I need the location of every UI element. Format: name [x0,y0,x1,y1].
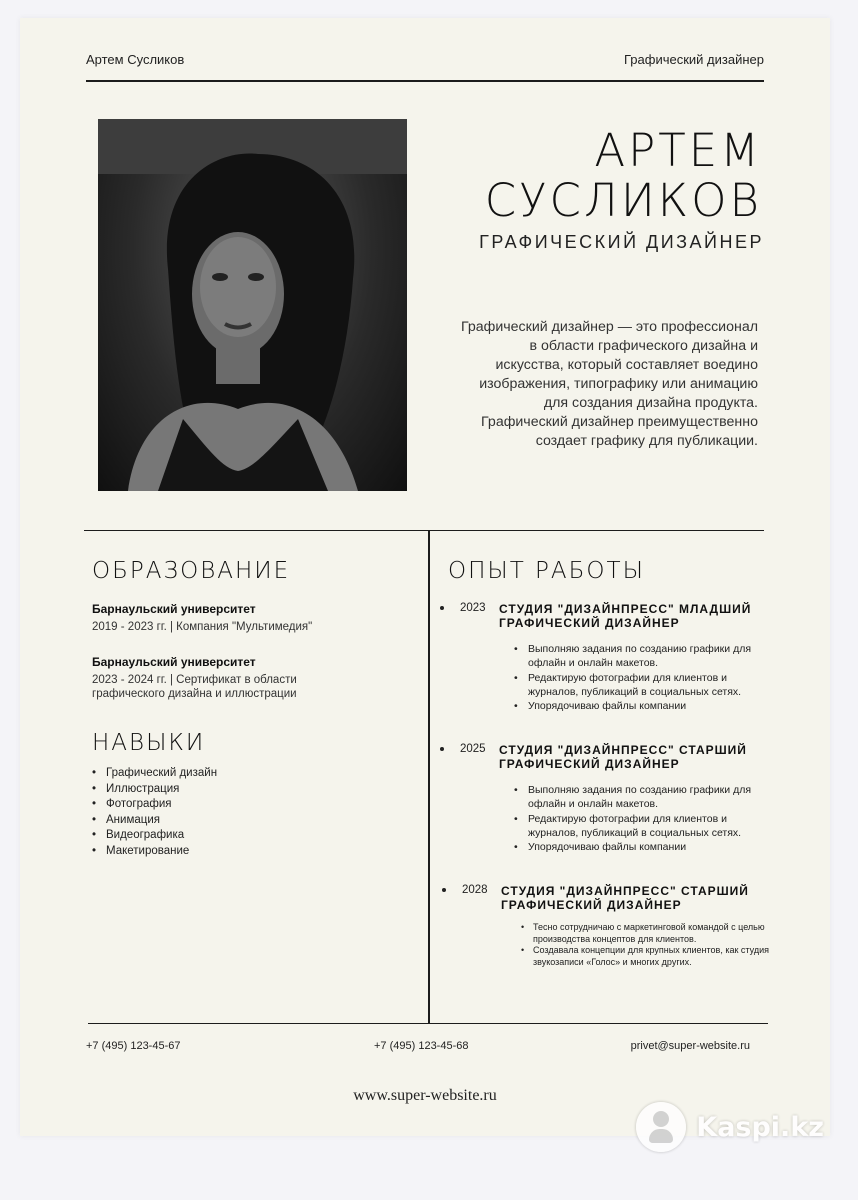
skills-title: НАВЫКИ [92,730,206,756]
education-details: 2023 - 2024 гг. | Сертификат в области графического дизайна и иллюстрации [92,674,297,700]
skills-list [92,766,217,860]
job-bullet: • Выполняю задания по созданию графики для офлайн и онлайн макетов. [514,642,770,671]
timeline-dot [440,606,444,610]
education-item [92,655,422,701]
profile-photo [98,119,407,491]
watermark-text: Kaspi.kz [696,1111,824,1143]
footer-phone-1: +7 (495) 123-45-67 [86,1040,181,1052]
job-bullet: • Редактирую фотографии для клиентов и журналов, публикаций в социальных сетях. [514,812,770,841]
education-institution: Барнаульский университет [92,602,256,616]
experience-title: ОПЫТ РАБОТЫ [448,558,645,584]
header-divider [86,80,764,82]
skill-item: • Видеографика [92,828,217,844]
hero-name-last: СУСЛИКОВ [484,174,762,227]
job-bullet: • Упорядочиваю файлы компании [514,840,770,854]
skill-item: • Иллюстрация [92,782,217,798]
kaspi-logo-icon [636,1102,686,1152]
header-role: Графический дизайнер [624,52,764,67]
skill-item: • Анимация [92,813,217,829]
timeline-dot [440,747,444,751]
job-bullets [514,642,770,713]
education-institution: Барнаульский университет [92,655,256,669]
job-year: 2025 [460,743,486,755]
education-item [92,602,422,634]
skill-item: • Графический дизайн [92,766,217,782]
job-title: СТУДИЯ "ДИЗАЙНПРЕСС" СТАРШИЙ ГРАФИЧЕСКИЙ ДИЗАЙНЕР [501,884,749,912]
job-title: СТУДИЯ "ДИЗАЙНПРЕСС" СТАРШИЙ ГРАФИЧЕСКИЙ ДИЗАЙНЕР [499,743,747,771]
job-entry [442,884,772,968]
education-details: 2019 - 2023 гг. | Компания "Мультимедия" [92,621,313,633]
footer-email: privet@super-website.ru [630,1040,750,1052]
job-bullets [514,783,770,854]
job-bullet: • Выполняю задания по созданию графики для офлайн и онлайн макетов. [514,783,770,812]
footer-website: www.super-website.ru [353,1087,497,1104]
timeline-dot [442,888,446,892]
job-bullets [521,922,772,968]
about-text: Графический дизайнер — это профессионал в области графического дизайна и искусства, который составляет воедино изображения, типографику или анимацию для создания дизайна продукта. Графический дизайнер преимущественно создает графику для публикации. [461,319,758,449]
job-year: 2028 [462,884,488,896]
hero-name [485,126,762,226]
job-entry [440,743,770,854]
job-year: 2023 [460,602,486,614]
education-title: ОБРАЗОВАНИЕ [92,558,291,584]
job-bullet: • Тесно сотрудничаю с маркетинговой командой с целью производства концептов для клиентов. [521,922,772,945]
job-bullet: • Упорядочиваю файлы компании [514,699,770,713]
hero-name-first: АРТЕМ [594,124,762,177]
job-bullet: • Редактирую фотографии для клиентов и журналов, публикаций в социальных сетях. [514,671,770,700]
skill-item: • Макетирование [92,844,217,860]
footer-phone-2: +7 (495) 123-45-68 [374,1040,469,1052]
hero-role: ГРАФИЧЕСКИЙ ДИЗАЙНЕР [479,232,764,252]
job-title: СТУДИЯ "ДИЗАЙНПРЕСС" МЛАДШИЙ ГРАФИЧЕСКИЙ ДИЗАЙНЕР [499,602,752,630]
job-entry [440,602,770,713]
header-name: Артем Сусликов [86,52,185,67]
section-divider-bottom [88,1023,768,1024]
watermark [636,1102,824,1152]
column-divider [428,530,430,1024]
section-divider-top [84,530,764,531]
skill-item: • Фотография [92,797,217,813]
resume-sheet [20,18,830,1136]
job-bullet: • Создавала концепции для крупных клиентов, как студия звукозаписи «Голос» и многих других. [521,945,772,968]
